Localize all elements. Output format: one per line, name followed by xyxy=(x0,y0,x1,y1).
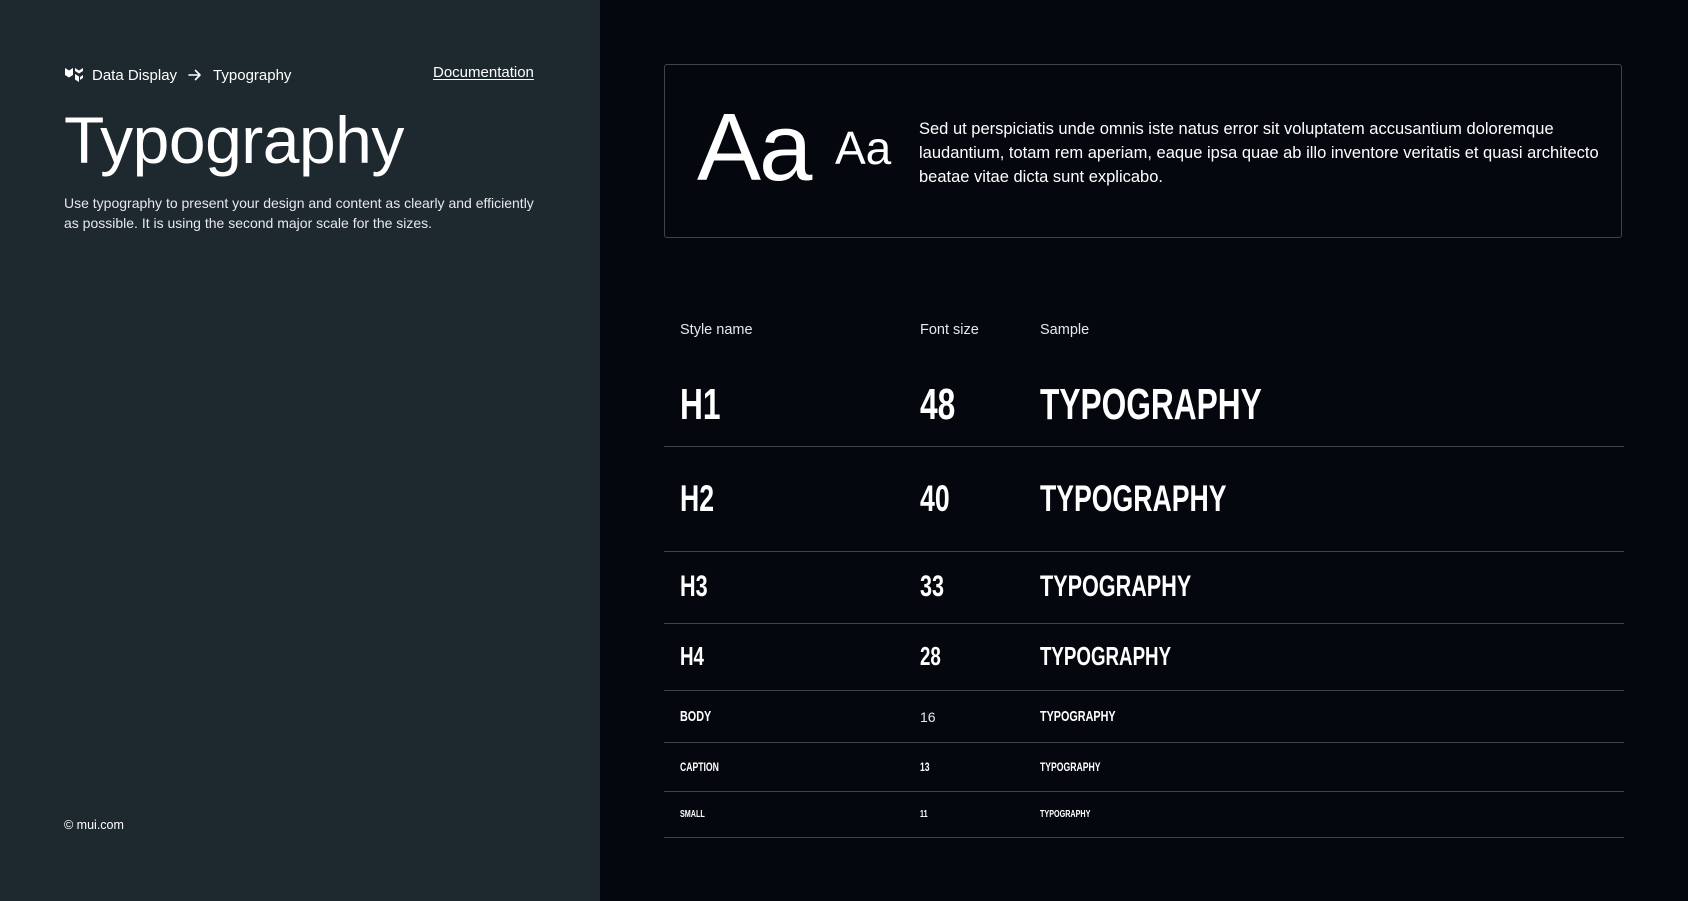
row-font-size: 11 xyxy=(920,809,928,820)
row-sample: TYPOGRAPHY xyxy=(1040,570,1192,603)
footer-copyright[interactable]: © mui.com xyxy=(64,818,124,832)
page-description: Use typography to present your design and content as clearly and efficiently as possible. It is using the second major scale for the sizes. xyxy=(64,195,534,231)
preview-aa-large: Aa xyxy=(697,94,811,201)
row-sample: TYPOGRAPHY xyxy=(1040,380,1262,429)
table-header xyxy=(664,318,1624,364)
row-sample: TYPOGRAPHY xyxy=(1040,641,1172,671)
row-sample: TYPOGRAPHY xyxy=(1040,809,1091,820)
table-row-h3 xyxy=(664,552,1624,624)
table-row-small xyxy=(664,792,1624,838)
row-sample: TYPOGRAPHY xyxy=(1040,708,1116,725)
row-style-name: BODY xyxy=(680,708,712,725)
page-title: Typography xyxy=(64,103,404,177)
arrow-right-icon xyxy=(187,67,203,83)
row-sample: TYPOGRAPHY xyxy=(1040,478,1227,519)
table-row-h1 xyxy=(664,364,1624,447)
documentation-link[interactable]: Documentation xyxy=(433,64,534,81)
row-style-name: H2 xyxy=(680,478,715,519)
row-font-size: 33 xyxy=(920,570,945,603)
table-row-h4 xyxy=(664,624,1624,691)
row-style-name: CAPTION xyxy=(680,760,719,774)
row-style-name: H1 xyxy=(680,380,721,429)
row-style-name: SMALL xyxy=(680,809,705,820)
breadcrumb-current: Typography xyxy=(213,66,292,84)
row-font-size: 28 xyxy=(920,641,941,671)
type-preview-card xyxy=(664,64,1622,238)
preview-sample-text: Sed ut perspiciatis unde omnis iste natus error sit voluptatem accusantium doloremque laudantium, totam rem aperiam, eaque ipsa quae ab illo inventore veritatis et quasi architecto beatae vitae dicta sunt explicabo. xyxy=(919,120,1599,186)
header-style-name: Style name xyxy=(680,322,753,338)
row-font-size: 16 xyxy=(920,709,936,725)
row-sample: TYPOGRAPHY xyxy=(1040,760,1101,774)
row-font-size: 13 xyxy=(920,760,930,774)
preview-aa-small: Aa xyxy=(835,122,892,174)
header-sample: Sample xyxy=(1040,322,1090,338)
table-row-h2 xyxy=(664,447,1624,552)
breadcrumb-section[interactable]: Data Display xyxy=(92,66,178,84)
left-panel xyxy=(0,0,600,901)
table-row-caption xyxy=(664,743,1624,792)
row-font-size: 40 xyxy=(920,478,950,519)
type-scale-table xyxy=(664,318,1624,838)
row-font-size: 48 xyxy=(920,380,956,429)
mui-logo-icon[interactable] xyxy=(64,66,84,84)
breadcrumb xyxy=(64,64,291,86)
row-style-name: H4 xyxy=(680,641,704,671)
header-font-size: Font size xyxy=(920,322,979,338)
row-style-name: H3 xyxy=(680,570,708,603)
table-row-body xyxy=(664,691,1624,743)
